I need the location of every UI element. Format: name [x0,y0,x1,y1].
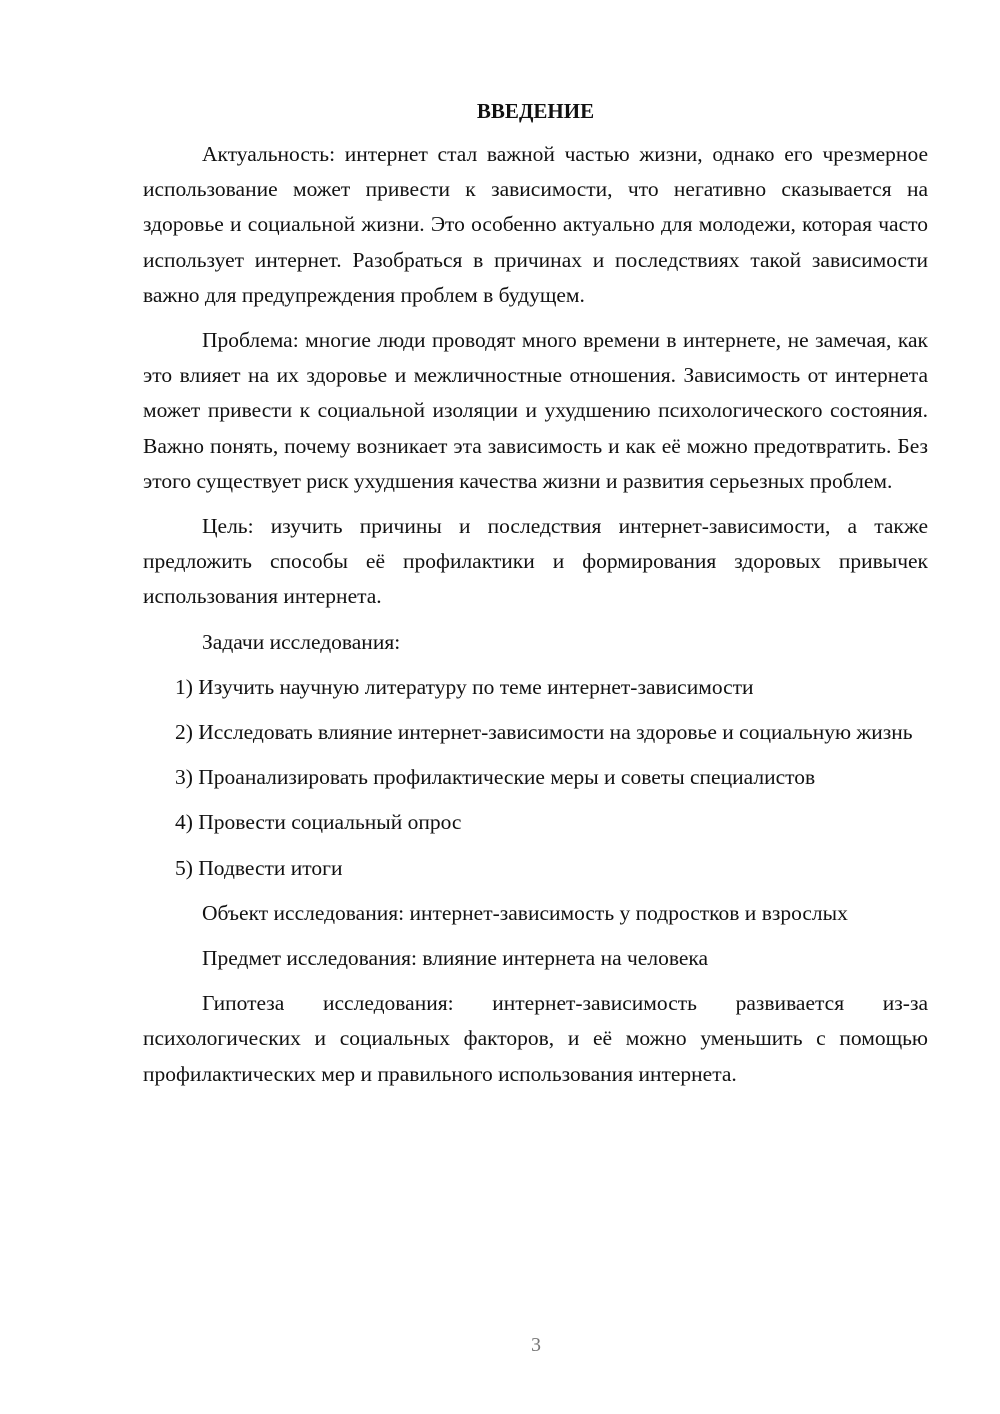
object-paragraph: Объект исследования: интернет-зависимость у подростков и взрослых [202,900,848,925]
task-item-1: 1) Изучить научную литературу по теме интернет-зависимости [175,674,754,699]
subject-paragraph: Предмет исследования: влияние интернета на человека [202,946,709,971]
page-number: 3 [531,1334,541,1356]
goal-paragraph: Цель: изучить причины и последствия интернет-зависимости, а также предложить способы её профилактики и формирования здоровых привычек использования интернета. [143,514,928,609]
relevance-paragraph: Актуальность: интернет стал важной частью жизни, однако его чрезмерное использование может привести к зависимости, что негативно сказывается на здоровье и социальной жизни. Это особенно актуально для молодежи, которая часто использует интернет. Разобраться в причинах и последствиях такой зависимости важно для предупреждения проблем в будущем. [143,142,928,307]
page-content [143,95,928,1092]
hypothesis-paragraph: Гипотеза исследования: интернет-зависимость развивается из-за психологических и социальных факторов, и её можно уменьшить с помощью профилактических мер и правильного использования интернета. [143,991,928,1086]
section-heading: ВВЕДЕНИЕ [476,99,595,123]
tasks-heading: Задачи исследования: [202,629,401,654]
task-item-2: 2) Исследовать влияние интернет-зависимости на здоровье и социальную жизнь [175,720,913,745]
task-item-5: 5) Подвести итоги [175,855,343,880]
task-item-3: 3) Проанализировать профилактические меры и советы специалистов [175,765,816,790]
task-item-4: 4) Провести социальный опрос [175,810,462,835]
problem-paragraph: Проблема: многие люди проводят много времени в интернете, не замечая, как это влияет на их здоровье и межличностные отношения. Зависимость от интернета может привести к социальной изоляции и ухудшению психологического состояния. Важно понять, почему возникает эта зависимость и как её можно предотвратить. Без этого существует риск ухудшения качества жизни и развития серьезных проблем. [143,328,928,493]
